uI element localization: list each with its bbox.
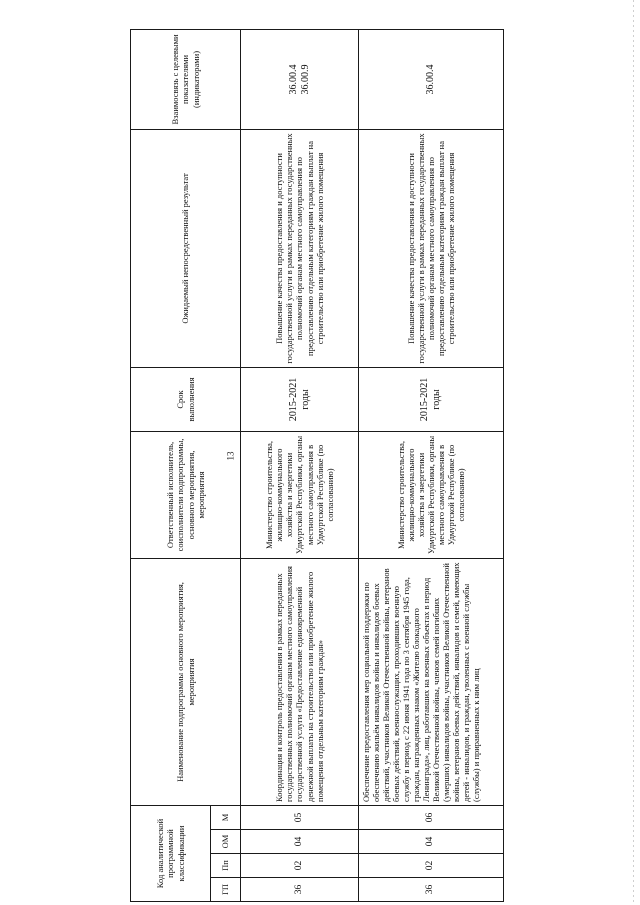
page-number: 13	[225, 451, 235, 461]
cell-gp: 36	[241, 878, 359, 902]
cell-link-value: 36.00.4	[425, 64, 437, 95]
header-executor: Ответственный исполнитель, соисполнители подпрограммы, основного мероприятия, мероприятия	[131, 431, 241, 558]
program-table	[130, 29, 504, 902]
header-name: Наименование подпрограммы основного мероприятия, мероприятия	[131, 558, 241, 805]
cell-name: Обеспечение предоставления мер социальной поддержки по обеспечению жильём инвалидов войны и инвалидов боевых действий, участников Великой Отечественной войны, ветеранов боевых действий, военнослужащих, проходивших военную службу в период с 22 июня 1941 года по 3 сентября 1945 года, граждан, награжденных знаком «Жителю блокадного Ленинграда», лиц, работавших на военных объектах в период Великой Отечественной войны, членов семей погибших (умерших) инвалидов войны, участников Великой Отечественной войны, ветеранов боевых действий, инвалидов и семей, имеющих детей - инвалидов, и граждан, уволенных с военной службы (службы) и приравненных к ним лиц	[359, 558, 504, 805]
table-row	[241, 29, 359, 901]
header-link: Взаимосвязь с целевыми показателями (индикаторами)	[131, 29, 241, 129]
scan-edge	[633, 0, 634, 905]
table-row	[359, 29, 504, 901]
header-gp: ГП	[211, 878, 241, 902]
cell-term: 2015-2021 годы	[241, 367, 359, 431]
header-code-group: Код аналитической программной классификации	[131, 805, 211, 901]
cell-link	[241, 29, 359, 129]
header-term: Срок выполнения	[131, 367, 241, 431]
program-table-rotated	[130, 30, 503, 902]
cell-name: Координация и контроль предоставления в рамках переданных государственных полномочий органам местного самоуправления государственной услуги «Предоставление единовременной денежной выплаты на строительство или приобретение жилого помещения отдельным категориям граждан»	[241, 558, 359, 805]
cell-term: 2015-2021 годы	[359, 367, 504, 431]
cell-pp: 02	[359, 854, 504, 878]
cell-m: 06	[359, 805, 504, 829]
cell-m: 05	[241, 805, 359, 829]
header-m: М	[211, 805, 241, 829]
cell-executor: Министерство строительства, жилищно-коммунального хозяйства и энергетики Удмуртской Республики, органы местного самоуправления в Удмуртской Республике (по согласованию)	[241, 431, 359, 558]
cell-link-value: 36.00.4	[287, 64, 299, 95]
cell-executor: Министерство строительства, жилищно-коммунального хозяйства и энергетики Удмуртской Республики, органы местного самоуправления в Удмуртской Республике (по согласованию)	[359, 431, 504, 558]
cell-link	[359, 29, 504, 129]
cell-om: 04	[241, 830, 359, 854]
cell-gp: 36	[359, 878, 504, 902]
header-result: Ожидаемый непосредственный результат	[131, 129, 241, 367]
cell-pp: 02	[241, 854, 359, 878]
header-pp: Пп	[211, 854, 241, 878]
cell-link-value: 36.00.9	[299, 64, 311, 95]
cell-result: Повышение качества предоставления и доступности государственной услуги в рамках переданных государственных полномочий органам местного самоуправления по предоставлению отдельным категориям граждан выплат на строительство или приобретение жилого помещения	[359, 129, 504, 367]
cell-result: Повышение качества предоставления и доступности государственной услуги в рамках переданных государственных полномочий органам местного самоуправления по предоставлению отдельным категориям граждан выплат на строительство или приобретение жилого помещения	[241, 129, 359, 367]
cell-om: 04	[359, 830, 504, 854]
header-row-1	[131, 29, 211, 901]
header-om: ОМ	[211, 830, 241, 854]
